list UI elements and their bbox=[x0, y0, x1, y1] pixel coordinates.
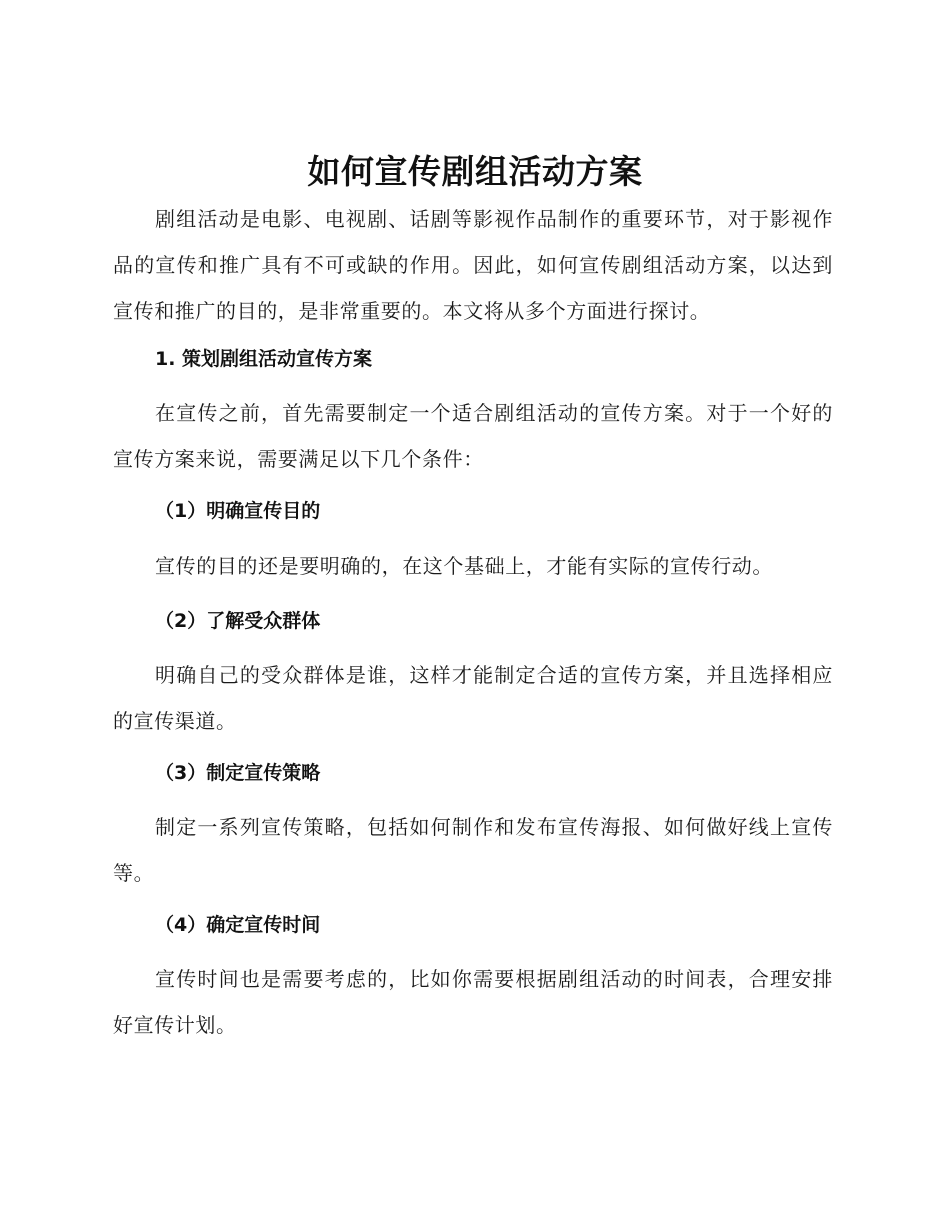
item-3-heading: （3）制定宣传策略 bbox=[155, 762, 321, 784]
document-title: 如何宣传剧组活动方案 bbox=[307, 152, 643, 191]
item-4-heading: （4）确定宣传时间 bbox=[155, 914, 321, 936]
item-1-paragraph: 宣传的目的还是要明确的，在这个基础上，才能有实际的宣传行动。 bbox=[155, 554, 773, 578]
section-1-heading: 1. 策划剧组活动宣传方案 bbox=[155, 348, 373, 370]
section-1-paragraph: 在宣传之前，首先需要制定一个适合剧组活动的宣传方案。对于一个好的宣传方案来说，需要满足以下几个条件： bbox=[113, 401, 833, 471]
item-3-paragraph: 制定一系列宣传策略，包括如何制作和发布宣传海报、如何做好线上宣传等。 bbox=[113, 815, 833, 885]
item-4-paragraph: 宣传时间也是需要考虑的，比如你需要根据剧组活动的时间表，合理安排好宣传计划。 bbox=[113, 967, 833, 1037]
intro-paragraph: 剧组活动是电影、电视剧、话剧等影视作品制作的重要环节，对于影视作品的宣传和推广具有不可或缺的作用。因此，如何宣传剧组活动方案，以达到宣传和推广的目的，是非常重要的。本文将从多个方面进行探讨。 bbox=[113, 207, 833, 323]
item-1-heading: （1）明确宣传目的 bbox=[155, 500, 321, 522]
item-2-paragraph: 明确自己的受众群体是谁，这样才能制定合适的宣传方案，并且选择相应的宣传渠道。 bbox=[113, 663, 833, 733]
item-2-heading: （2）了解受众群体 bbox=[155, 610, 321, 632]
